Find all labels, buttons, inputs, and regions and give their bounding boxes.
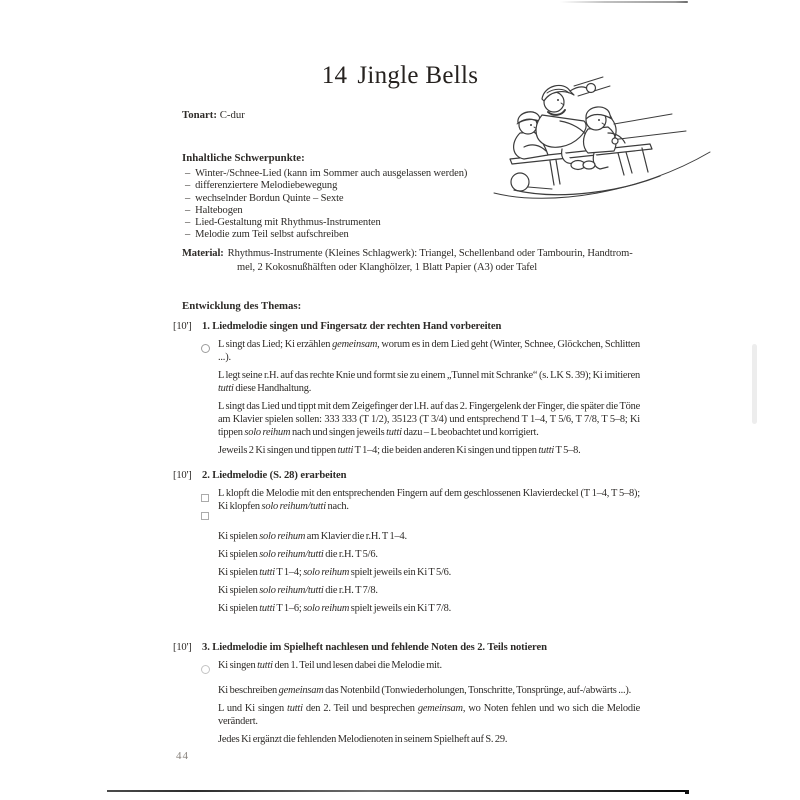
paragraph-text <box>218 702 640 728</box>
text-segment: den 1. Teil und lesen dabei die Melodie mit. <box>272 660 442 671</box>
section-duration: [10'] <box>173 642 192 653</box>
section-heading <box>173 320 640 333</box>
circle-marker-icon <box>201 659 218 679</box>
italic-term: tutti <box>218 383 234 394</box>
text-segment: diese Handhaltung. <box>233 383 312 394</box>
focus-item: – wechselnder Bordun Quinte – Sexte <box>185 193 467 205</box>
marker-spacer <box>201 733 218 746</box>
paragraph-text <box>218 566 640 579</box>
text-segment: nach. <box>325 501 349 512</box>
paragraph-row <box>201 702 640 728</box>
focus-item: – Lied-Gestaltung mit Rhythmus-Instrumenten <box>185 217 467 229</box>
section-title: 2. Liedmelodie (S. 28) erarbeiten <box>202 470 347 481</box>
italic-term: solo reihum <box>303 567 350 578</box>
italic-term: solo reihum <box>244 427 291 438</box>
marker-spacer <box>201 369 218 395</box>
bottom-rule <box>107 790 688 792</box>
focus-heading: Inhaltliche Schwerpunkte: <box>182 152 305 164</box>
text-segment: Ki spielen <box>218 567 260 578</box>
marker-spacer <box>201 602 218 615</box>
paragraph-row <box>201 338 640 364</box>
text-segment: Ki spielen <box>218 549 260 560</box>
section-duration: [10'] <box>173 321 192 332</box>
section-heading <box>173 641 640 654</box>
paragraph-text <box>218 684 640 697</box>
circle-icon <box>201 344 210 353</box>
scan-smudge <box>752 344 757 424</box>
key-line <box>182 109 245 122</box>
marker-spacer <box>201 566 218 579</box>
text-segment: das Notenbild (Tonwiederholungen, Tonschritte, Tonsprünge, auf-/abwärts ...). <box>323 685 632 696</box>
italic-term: solo reihum <box>259 531 306 542</box>
section <box>173 320 640 457</box>
section-heading <box>173 469 640 482</box>
italic-term: gemeinsam <box>332 339 378 350</box>
marker-spacer <box>201 584 218 597</box>
italic-term: gemeinsam <box>417 703 463 714</box>
square-icon <box>201 512 209 520</box>
material-block <box>182 247 633 274</box>
text-segment: die r.H. T 5/6. <box>323 549 378 560</box>
paragraph-text <box>218 659 640 679</box>
italic-term: tutti <box>538 445 555 456</box>
text-segment: nach und singen jeweils <box>290 427 387 438</box>
section <box>173 641 640 746</box>
material-label: Material: <box>182 248 224 259</box>
paragraph-row <box>201 566 640 579</box>
paragraph-text <box>218 584 640 597</box>
paragraph-row <box>201 602 640 615</box>
paragraph-row <box>201 369 640 395</box>
italic-term: solo reihum/tutti <box>259 549 324 560</box>
text-segment: T 1–4; die beiden anderen Ki singen und tippen <box>353 445 539 456</box>
text-segment: L singt das Lied; Ki erzählen <box>218 339 333 350</box>
italic-term: gemeinsam <box>278 685 324 696</box>
italic-term: tutti <box>259 603 275 614</box>
section-title: 1. Liedmelodie singen und Fingersatz der rechten Hand vorbereiten <box>202 321 502 332</box>
text-segment: am Klavier die r.H. T 1–4. <box>305 531 407 542</box>
paragraph-row <box>201 733 640 746</box>
material-line-1 <box>182 247 633 261</box>
paragraph-text <box>218 338 640 364</box>
text-segment: Ki singen <box>218 660 258 671</box>
paragraph-text <box>218 548 640 561</box>
text-segment: , wo Noten fehlen und wo sich die Melodie verändert. <box>218 703 640 727</box>
circle-icon <box>201 665 210 674</box>
marker-spacer <box>201 444 218 457</box>
section-duration: [10'] <box>173 470 192 481</box>
marker-spacer <box>201 702 218 728</box>
paragraph-row <box>201 400 640 439</box>
section-title: 3. Liedmelodie im Spielheft nachlesen und fehlende Noten des 2. Teils notieren <box>202 642 547 653</box>
paragraph-row <box>201 584 640 597</box>
material-line-2: mel, 2 Kokosnußhälften oder Klanghölzer, 1 Blatt Papier (A3) oder Tafel <box>237 261 538 273</box>
paragraph-row <box>201 530 640 543</box>
text-segment: dazu – L beobachtet und korrigiert. <box>401 427 539 438</box>
text-segment: Ki spielen <box>218 585 260 596</box>
square-icon <box>201 494 209 502</box>
paragraph-text <box>218 369 640 395</box>
squares-marker-icon <box>201 487 218 525</box>
children-on-sled-illustration <box>490 72 722 208</box>
italic-term: tutti <box>259 567 275 578</box>
focus-list <box>185 168 467 242</box>
text-segment: L singt das Lied und tippt mit dem Zeigefinger der l.H. auf das 2. Fingergelenk der Finger, die später die Töne am Klavier spielen sollen: 333 333 (T 1/2), 35123 (T 3/4) und entsprechend T 1–4, T 5/6, T 7/8, T 5–8; Ki tippen <box>218 401 640 438</box>
paragraph-text <box>218 733 640 746</box>
chapter-title: Jingle Bells <box>357 62 479 89</box>
material-text-1: Rhythmus-Instrumente (Kleines Schlagwerk): Triangel, Schellenband oder Tambourin, Handtrom- <box>227 248 633 259</box>
paragraph-row <box>201 659 640 679</box>
text-segment: T 5–8. <box>554 445 581 456</box>
paragraph-text <box>218 444 640 457</box>
text-segment: Ki spielen <box>218 603 260 614</box>
italic-term: solo reihum/tutti <box>261 501 326 512</box>
paragraph-row <box>201 444 640 457</box>
text-segment: Ki spielen <box>218 531 260 542</box>
text-segment: den 2. Teil und besprechen <box>302 703 418 714</box>
development-heading: Entwicklung des Themas: <box>182 300 302 312</box>
scan-edge-line <box>560 1 688 3</box>
circle-marker-icon <box>201 338 218 364</box>
focus-item: – Haltebogen <box>185 205 467 217</box>
text-segment: die r.H. T 7/8. <box>323 585 378 596</box>
marker-spacer <box>201 548 218 561</box>
italic-term: tutti <box>386 427 402 438</box>
marker-spacer <box>201 530 218 543</box>
paragraph-text <box>218 530 640 543</box>
italic-term: solo reihum/tutti <box>259 585 324 596</box>
chapter-number: 14 <box>321 62 348 89</box>
paragraph-row <box>201 684 640 697</box>
text-segment: Jedes Ki ergänzt die fehlenden Melodienoten in seinem Spielheft auf S. 29. <box>218 734 508 745</box>
focus-item: – differenziertere Melodiebewegung <box>185 180 467 192</box>
page-number: 44 <box>176 750 189 762</box>
text-segment: T 1–6; <box>274 603 304 614</box>
marker-spacer <box>201 684 218 697</box>
text-segment: spielt jeweils ein Ki T 5/6. <box>349 567 452 578</box>
paragraph-row <box>201 487 640 525</box>
text-segment: T 1–4; <box>274 567 304 578</box>
text-segment: Jeweils 2 Ki singen und tippen <box>218 445 338 456</box>
section <box>173 469 640 615</box>
key-value: C-dur <box>219 109 245 121</box>
text-segment: spielt jeweils ein Ki T 7/8. <box>349 603 452 614</box>
text-segment: L und Ki singen <box>218 703 288 714</box>
paragraph-text <box>218 487 640 525</box>
italic-term: tutti <box>337 445 354 456</box>
text-segment: L klopft die Melodie mit den entsprechenden Fingern auf dem geschlossenen Klavierdeckel (T 1–4, T 5–8); Ki klopfen <box>218 488 640 512</box>
marker-spacer <box>201 400 218 439</box>
focus-item: – Melodie zum Teil selbst aufschreiben <box>185 229 467 241</box>
paragraph-text <box>218 400 640 439</box>
development-sections <box>173 320 640 746</box>
focus-item: – Winter-/Schnee-Lied (kann im Sommer auch ausgelassen werden) <box>185 168 467 180</box>
text-segment: , worum es in dem Lied geht (Winter, Schnee, Glöckchen, Schlitten ...). <box>218 339 641 363</box>
italic-term: tutti <box>287 703 303 714</box>
italic-term: solo reihum <box>303 603 350 614</box>
key-label: Tonart: <box>182 109 217 121</box>
paragraph-text <box>218 602 640 615</box>
text-segment: L legt seine r.H. auf das rechte Knie und formt sie zu einem „Tunnel mit Schranke“ (s. LK S. 39); Ki imitieren <box>218 370 640 381</box>
italic-term: tutti <box>257 660 273 671</box>
text-segment: Ki beschreiben <box>218 685 279 696</box>
paragraph-row <box>201 548 640 561</box>
